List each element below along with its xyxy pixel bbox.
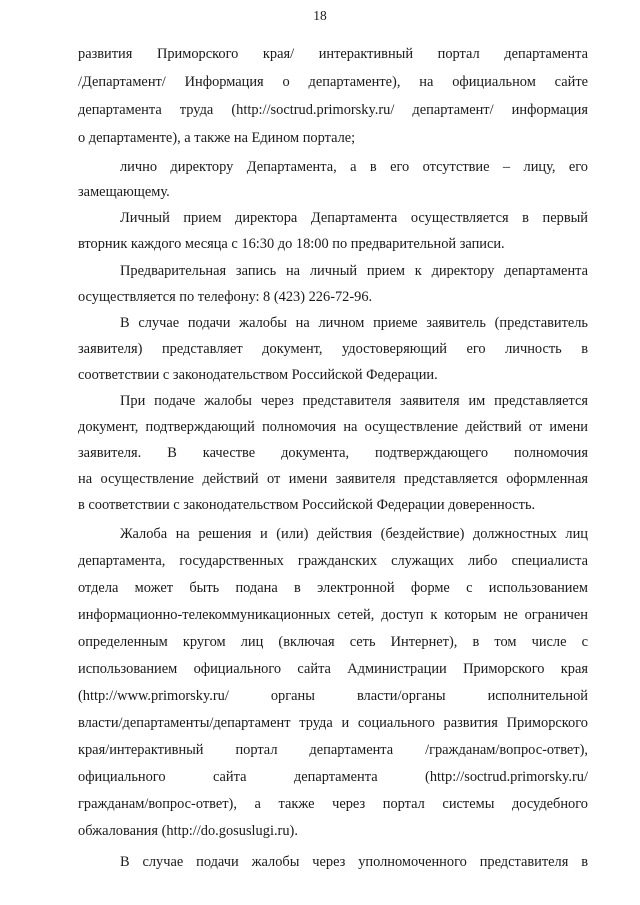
text-line-26: власти/департаменты/департамент труда и социального развития Приморского xyxy=(78,715,588,731)
text-line-17: на осуществление действий от имени заявителя представляется оформленная xyxy=(78,471,588,487)
text-line-4: о департаменте), а также на Едином портале; xyxy=(78,130,356,146)
text-line-10: осуществляется по телефону: 8 (423) 226-72-96. xyxy=(78,289,373,305)
text-line-5: лично директору Департамента, а в его отсутствие – лицу, его xyxy=(120,159,588,175)
text-line-23: определенным кругом лиц (включая сеть Интернет), в том числе с xyxy=(78,634,588,650)
text-line-6: замещающему. xyxy=(78,184,170,200)
page-number: 18 xyxy=(313,8,327,23)
text-line-18: в соответствии с законодательством Российской Федерации доверенность. xyxy=(78,497,536,513)
text-line-22: информационно-телекоммуникационных сетей, доступ к которым не ограничен xyxy=(78,607,588,623)
text-line-2: /Департамент/ Информация о департаменте), на официальном сайте xyxy=(78,74,588,90)
text-line-29: гражданам/вопрос-ответ), а также через портал системы досудебного xyxy=(78,796,588,812)
text-line-28: официального сайта департамента (http://soctrud.primorsky.ru/ xyxy=(78,769,588,785)
text-line-30: обжалования (http://do.gosuslugi.ru). xyxy=(78,823,298,839)
text-line-20: департамента, государственных гражданских служащих либо специалиста xyxy=(78,553,588,569)
text-line-8: вторник каждого месяца с 16:30 до 18:00 по предварительной записи. xyxy=(78,236,505,252)
text-line-12: заявителя) представляет документ, удостоверяющий его личность в xyxy=(78,341,588,357)
text-line-11: В случае подачи жалобы на личном приеме заявитель (представитель xyxy=(120,315,588,331)
text-line-15: документ, подтверждающий полномочия на осуществление действий от имени xyxy=(78,419,588,435)
text-line-13: соответствии с законодательством Российской Федерации. xyxy=(78,367,438,383)
text-line-25: (http://www.primorsky.ru/ органы власти/органы исполнительной xyxy=(78,688,588,704)
text-line-31: В случае подачи жалобы через уполномоченного представителя в xyxy=(120,854,588,870)
text-line-9: Предварительная запись на личный прием к директору департамента xyxy=(120,263,588,279)
text-line-21: отдела может быть подана в электронной форме с использованием xyxy=(78,580,588,596)
text-line-24: использованием официального сайта Администрации Приморского края xyxy=(78,661,588,677)
text-line-27: края/интерактивный портал департамента /гражданам/вопрос-ответ), xyxy=(78,742,588,758)
text-line-7: Личный прием директора Департамента осуществляется в первый xyxy=(120,210,588,226)
text-line-19: Жалоба на решения и (или) действия (бездействие) должностных лиц xyxy=(120,526,588,542)
text-line-14: При подаче жалобы через представителя заявителя им представляется xyxy=(120,393,588,409)
text-line-3: департамента труда (http://soctrud.primorsky.ru/ департамент/ информация xyxy=(78,102,588,118)
text-line-1: развития Приморского края/ интерактивный портал департамента xyxy=(78,46,588,62)
text-line-16: заявителя. В качестве документа, подтверждающего полномочия xyxy=(78,445,588,461)
